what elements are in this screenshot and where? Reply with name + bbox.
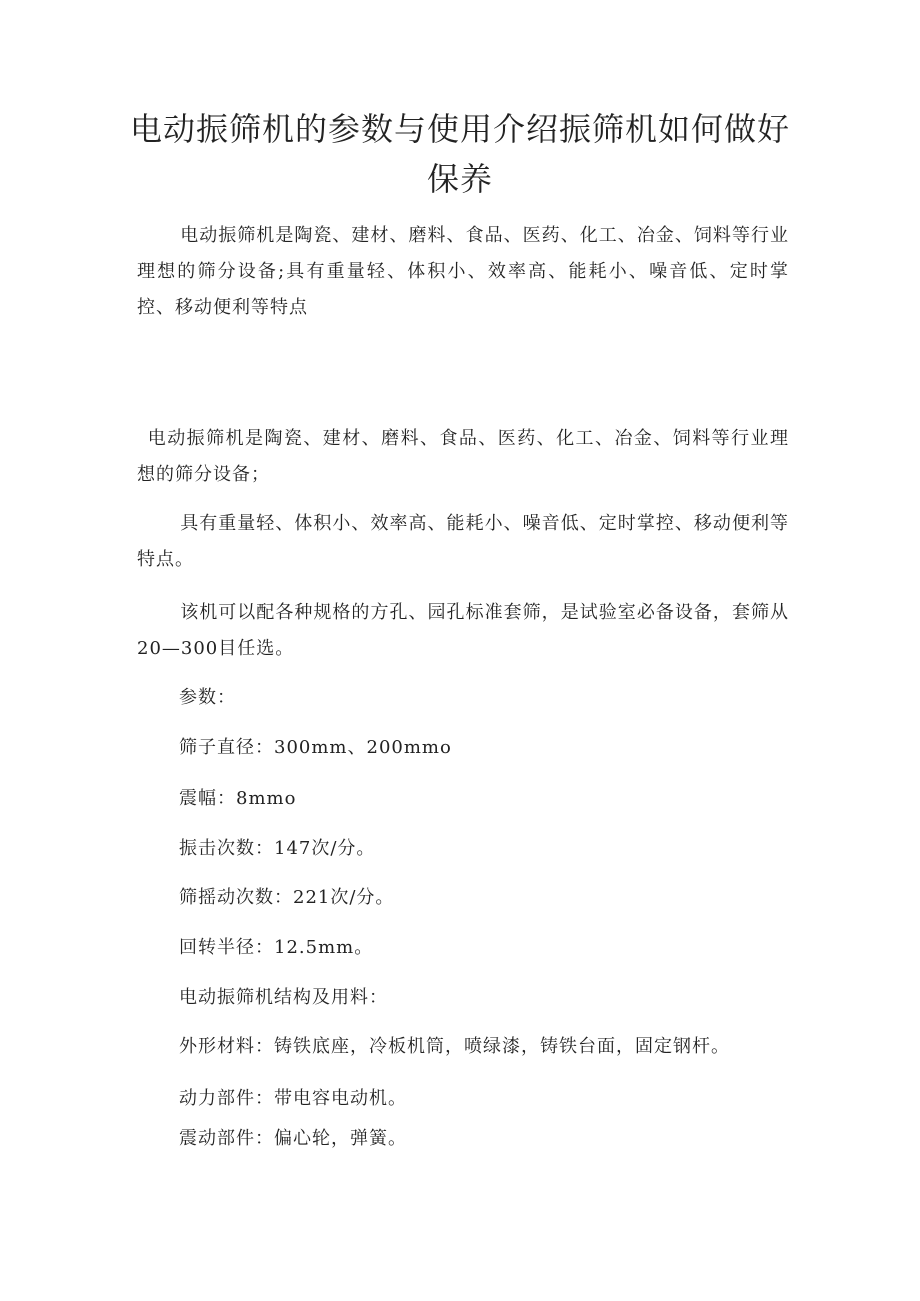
structure-exterior: 外形材料：铸铁底座，冷板机筒，喷绿漆，铸铁台面，固定钢杆。: [179, 1036, 730, 1057]
param-sieve-diameter: 筛子直径：300mm、200mmo: [179, 737, 452, 758]
param-radius: 回转半径：12.5mm。: [179, 937, 374, 958]
paragraph-sieve-sets: 该机可以配各种规格的方孔、园孔标准套筛，是试验室必备设备，套筛从20—300目任选。: [137, 602, 789, 659]
document-title: 电动振筛机的参数与使用介绍振筛机如何做好保养: [129, 110, 790, 198]
structure-power: 动力部件：带电容电动机。: [179, 1088, 407, 1109]
param-amplitude: 震幅：8mmo: [179, 788, 297, 809]
paragraph-features: 具有重量轻、体积小、效率高、能耗小、噪音低、定时掌控、移动便利等特点。: [137, 513, 789, 570]
structure-heading: 电动振筛机结构及用料：: [179, 987, 388, 1008]
param-shakes: 筛摇动次数：221次/分。: [179, 887, 395, 908]
structure-vibration: 震动部件：偏心轮，弹簧。: [179, 1128, 407, 1149]
param-strikes: 振击次数：147次/分。: [179, 838, 376, 859]
intro-paragraph: 电动振筛机是陶瓷、建材、磨料、食品、医药、化工、冶金、饲料等行业理想的筛分设备;具有重量轻、体积小、效率高、能耗小、噪音低、定时掌控、移动便利等特点: [137, 225, 789, 318]
params-heading: 参数：: [179, 687, 236, 708]
paragraph-industries: 电动振筛机是陶瓷、建材、磨料、食品、医药、化工、冶金、饲料等行业理想的筛分设备；: [137, 428, 789, 485]
